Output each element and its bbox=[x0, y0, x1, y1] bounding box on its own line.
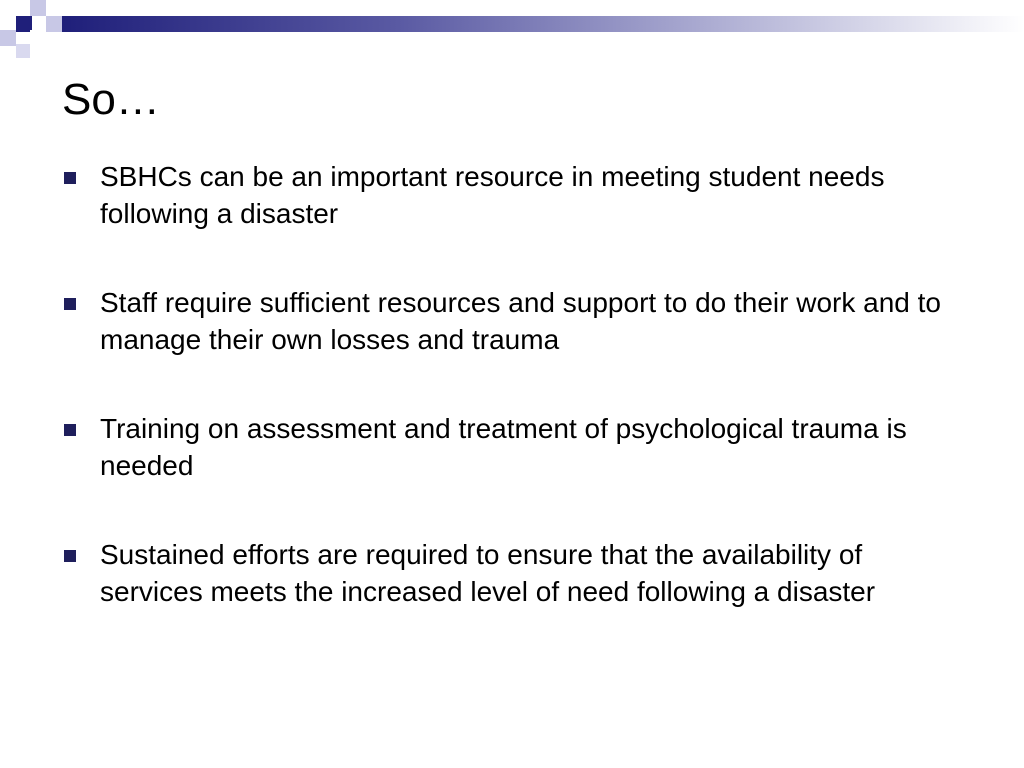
square-bullet-icon bbox=[64, 298, 76, 310]
decorative-square bbox=[0, 0, 16, 16]
decorative-square bbox=[30, 30, 46, 46]
bullet-text: Training on assessment and treatment of psychological trauma is needed bbox=[100, 413, 907, 481]
bullet-text: Sustained efforts are required to ensure that the availability of services meets the increased level of need following a disaster bbox=[100, 539, 876, 607]
decorative-square bbox=[46, 16, 62, 32]
slide-title: So… bbox=[62, 75, 160, 124]
decorative-square bbox=[16, 44, 30, 58]
bullet-item bbox=[62, 284, 972, 358]
decorative-square bbox=[0, 30, 16, 46]
bullet-item bbox=[62, 536, 972, 610]
bullet-item bbox=[62, 410, 972, 484]
bullet-text: SBHCs can be an important resource in meeting student needs following a disaster bbox=[100, 161, 885, 229]
bullet-list bbox=[62, 158, 972, 610]
square-bullet-icon bbox=[64, 172, 76, 184]
square-bullet-icon bbox=[64, 424, 76, 436]
bullet-item bbox=[62, 158, 972, 232]
square-bullet-icon bbox=[64, 550, 76, 562]
bullet-text: Staff require sufficient resources and support to do their work and to manage their own losses and trauma bbox=[100, 287, 941, 355]
header-gradient-bar bbox=[62, 16, 1024, 32]
decorative-square bbox=[30, 0, 46, 16]
